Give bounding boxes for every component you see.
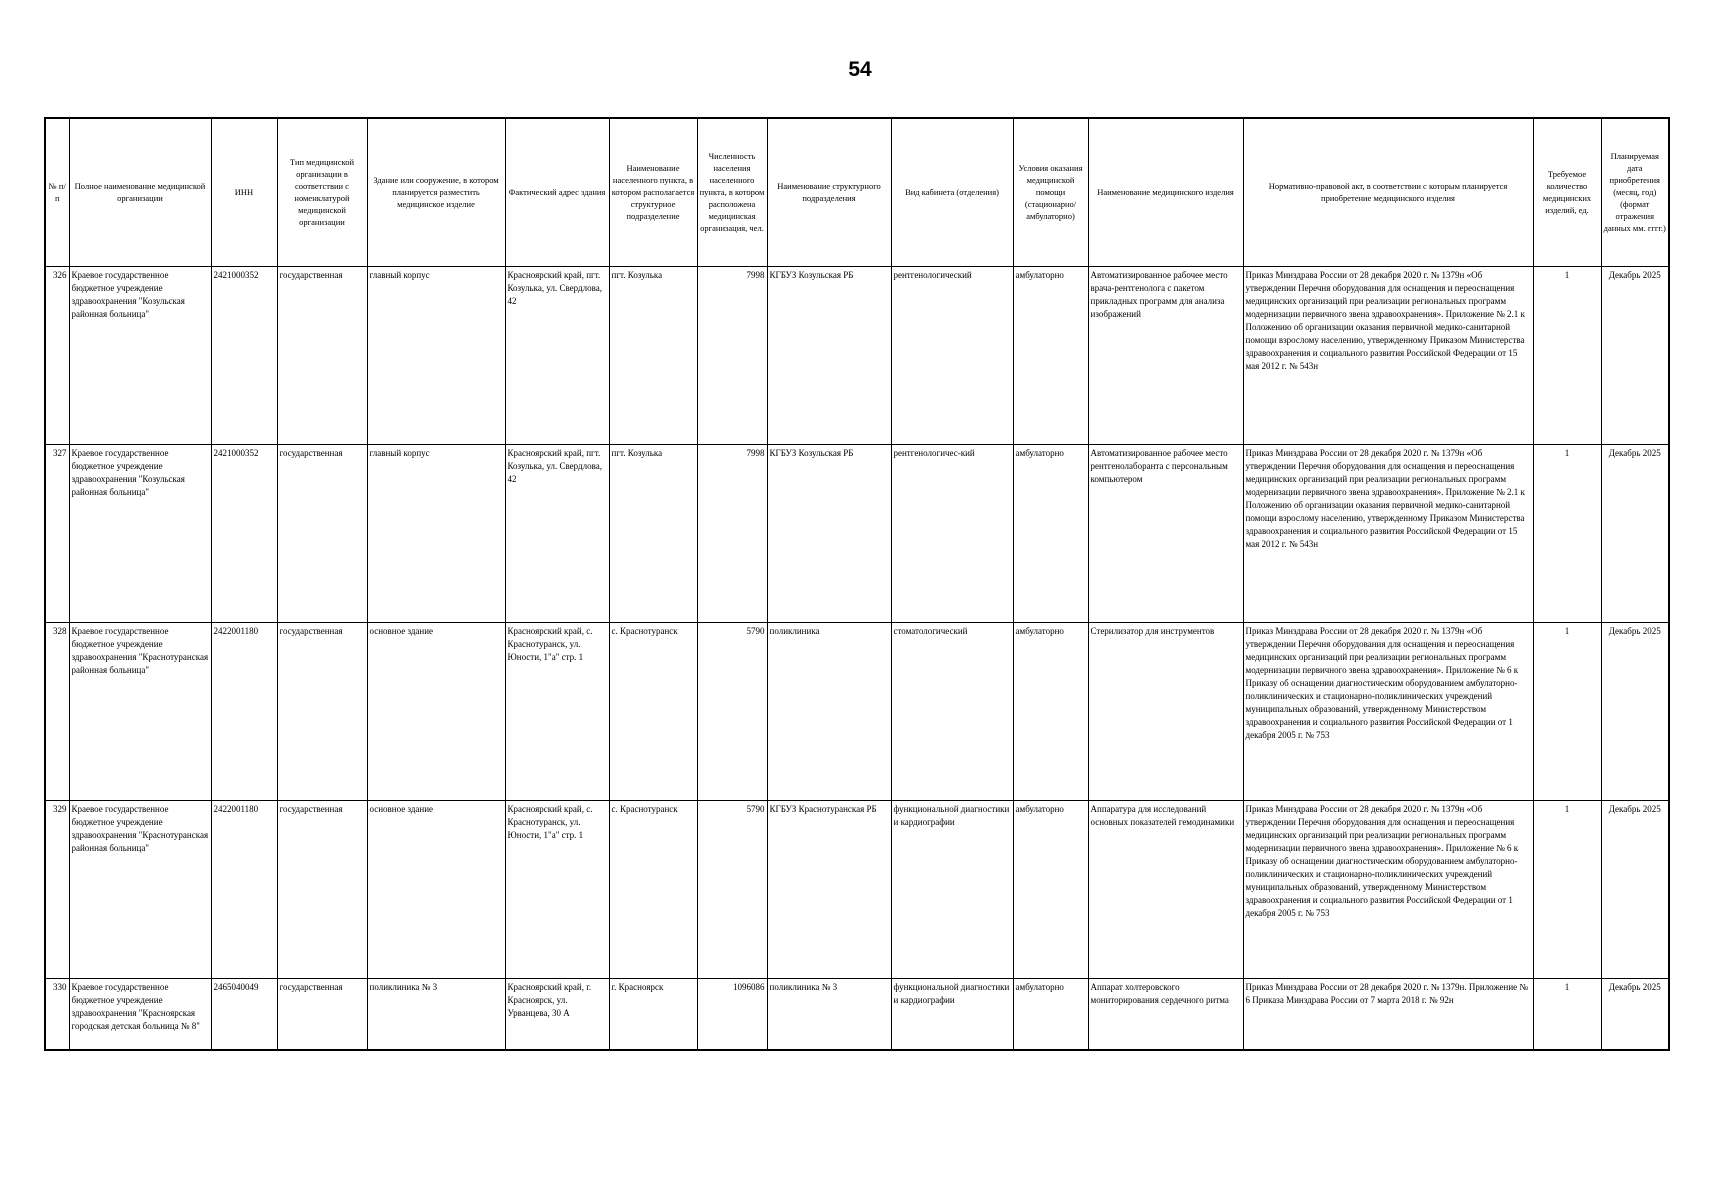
header-cell: Нормативно-правовой акт, в соответствии с которым планируется приобретение медицинского изделия: [1243, 118, 1533, 266]
row-number: 329: [45, 800, 69, 978]
org-name: Краевое государственное бюджетное учреждение здравоохранения "Краснотуранская районная больница": [69, 800, 211, 978]
page-number: 54: [848, 58, 872, 81]
device-name: Автоматизированное рабочее место рентгенолаборанта с персональным компьютером: [1088, 444, 1243, 622]
header-cell: Планируемая дата приобретения (месяц, год) (формат отражения данных мм. гггг.): [1601, 118, 1669, 266]
table-row: [45, 800, 1669, 978]
population: 1096086: [697, 978, 767, 1050]
cabinet: рентгенологический: [891, 266, 1013, 444]
building: поликлиника № 3: [367, 978, 505, 1050]
quantity: 1: [1533, 266, 1601, 444]
header-cell: Наименование населенного пункта, в котором располагается структурное подразделение: [609, 118, 697, 266]
org-name: Краевое государственное бюджетное учреждение здравоохранения "Краснотуранская районная больница": [69, 622, 211, 800]
quantity: 1: [1533, 978, 1601, 1050]
table-row: [45, 978, 1669, 1050]
org-type: государственная: [277, 800, 367, 978]
row-number: 327: [45, 444, 69, 622]
org-type: государственная: [277, 444, 367, 622]
division: поликлиника: [767, 622, 891, 800]
building: основное здание: [367, 800, 505, 978]
header-cell: Численность населения населенного пункта, в котором расположена медицинская организация, чел.: [697, 118, 767, 266]
care-conditions: амбулаторно: [1013, 800, 1088, 978]
purchase-date: Декабрь 2025: [1601, 800, 1669, 978]
division: КГБУЗ Козульская РБ: [767, 444, 891, 622]
row-number: 328: [45, 622, 69, 800]
header-cell: Фактический адрес здания: [505, 118, 609, 266]
header-cell: Требуемое количество медицинских изделий, ед.: [1533, 118, 1601, 266]
header-cell: Наименование медицинского изделия: [1088, 118, 1243, 266]
header-cell: Здание или сооружение, в котором планируется разместить медицинское изделие: [367, 118, 505, 266]
population: 7998: [697, 444, 767, 622]
device-name: Стерилизатор для инструментов: [1088, 622, 1243, 800]
legal-act: Приказ Минздрава России от 28 декабря 2020 г. № 1379н «Об утверждении Перечня оборудования для оснащения и переоснащения медицинских организаций при реализации региональных программ модернизации первичного звена здравоохранения». Приложение № 2.1 к Положению об организации оказания первичной медико-санитарной помощи взрослому населению, утвержденному Приказом Министерства здравоохранения и социального развития Российской Федерации от 15 мая 2012 г. № 543н: [1243, 266, 1533, 444]
org-name: Краевое государственное бюджетное учреждение здравоохранения "Красноярская городская детская больница № 8": [69, 978, 211, 1050]
legal-act: Приказ Минздрава России от 28 декабря 2020 г. № 1379н «Об утверждении Перечня оборудования для оснащения и переоснащения медицинских организаций при реализации региональных программ модернизации первичного звена здравоохранения». Приложение № 6 к Приказу об оснащении диагностическим оборудованием амбулаторно-поликлинических и стационарно-поликлинических учреждений муниципальных образований, утвержденному Министерством здравоохранения и социального развития Российской Федерации от 1 декабря 2005 г. № 753: [1243, 622, 1533, 800]
cabinet: стоматологический: [891, 622, 1013, 800]
inn: 2465040049: [211, 978, 277, 1050]
building: главный корпус: [367, 444, 505, 622]
legal-act: Приказ Минздрава России от 28 декабря 2020 г. № 1379н «Об утверждении Перечня оборудования для оснащения и переоснащения медицинских организаций при реализации региональных программ модернизации первичного звена здравоохранения». Приложение № 6 к Приказу об оснащении диагностическим оборудованием амбулаторно-поликлинических и стационарно-поликлинических учреждений муниципальных образований, утвержденному Министерством здравоохранения и социального развития Российской Федерации от 1 декабря 2005 г. № 753: [1243, 800, 1533, 978]
population: 7998: [697, 266, 767, 444]
inn: 2421000352: [211, 444, 277, 622]
table-row: [45, 266, 1669, 444]
equipment-table: [44, 117, 1670, 1051]
device-name: Аппаратура для исследований основных показателей гемодинамики: [1088, 800, 1243, 978]
inn: 2422001180: [211, 800, 277, 978]
locality: с. Краснотуранск: [609, 800, 697, 978]
header-cell: Наименование структурного подразделения: [767, 118, 891, 266]
device-name: Автоматизированное рабочее место врача-рентгенолога с пакетом прикладных программ для анализа изображений: [1088, 266, 1243, 444]
building: главный корпус: [367, 266, 505, 444]
quantity: 1: [1533, 800, 1601, 978]
population: 5790: [697, 622, 767, 800]
building: основное здание: [367, 622, 505, 800]
purchase-date: Декабрь 2025: [1601, 978, 1669, 1050]
org-type: государственная: [277, 978, 367, 1050]
inn: 2422001180: [211, 622, 277, 800]
cabinet: рентгенологичес-кий: [891, 444, 1013, 622]
device-name: Аппарат холтеровского мониторирования сердечного ритма: [1088, 978, 1243, 1050]
division: КГБУЗ Козульская РБ: [767, 266, 891, 444]
locality: пгт. Козулька: [609, 444, 697, 622]
cabinet: функциональной диагностики и кардиографии: [891, 978, 1013, 1050]
address: Красноярский край, с. Краснотуранск, ул. Юности, 1"а" стр. 1: [505, 622, 609, 800]
population: 5790: [697, 800, 767, 978]
purchase-date: Декабрь 2025: [1601, 622, 1669, 800]
address: Красноярский край, пгт. Козулька, ул. Свердлова, 42: [505, 266, 609, 444]
header-cell: Условия оказания медицинской помощи (стационарно/ амбулаторно): [1013, 118, 1088, 266]
purchase-date: Декабрь 2025: [1601, 266, 1669, 444]
header-cell: № п/п: [45, 118, 69, 266]
division: КГБУЗ Краснотуранская РБ: [767, 800, 891, 978]
legal-act: Приказ Минздрава России от 28 декабря 2020 г. № 1379н «Об утверждении Перечня оборудования для оснащения и переоснащения медицинских организаций при реализации региональных программ модернизации первичного звена здравоохранения». Приложение № 2.1 к Положению об организации оказания первичной медико-санитарной помощи взрослому населению, утвержденному Приказом Министерства здравоохранения и социального развития Российской Федерации от 15 мая 2012 г. № 543н: [1243, 444, 1533, 622]
address: Красноярский край, пгт. Козулька, ул. Свердлова, 42: [505, 444, 609, 622]
division: поликлиника № 3: [767, 978, 891, 1050]
header-cell: Вид кабинета (отделения): [891, 118, 1013, 266]
inn: 2421000352: [211, 266, 277, 444]
org-name: Краевое государственное бюджетное учреждение здравоохранения "Козульская районная больница": [69, 444, 211, 622]
header-cell: Полное наименование медицинской организации: [69, 118, 211, 266]
purchase-date: Декабрь 2025: [1601, 444, 1669, 622]
care-conditions: амбулаторно: [1013, 266, 1088, 444]
table-row: [45, 444, 1669, 622]
table-row: [45, 622, 1669, 800]
cabinet: функциональной диагностики и кардиографии: [891, 800, 1013, 978]
address: Красноярский край, г. Красноярск, ул. Урванцева, 30 А: [505, 978, 609, 1050]
locality: г. Красноярск: [609, 978, 697, 1050]
care-conditions: амбулаторно: [1013, 622, 1088, 800]
quantity: 1: [1533, 444, 1601, 622]
table-header-row: [45, 118, 1669, 266]
locality: с. Краснотуранск: [609, 622, 697, 800]
row-number: 326: [45, 266, 69, 444]
org-type: государственная: [277, 622, 367, 800]
row-number: 330: [45, 978, 69, 1050]
header-cell: Тип медицинской организации в соответствии с номенклатурой медицинской организации: [277, 118, 367, 266]
locality: пгт. Козулька: [609, 266, 697, 444]
care-conditions: амбулаторно: [1013, 978, 1088, 1050]
address: Красноярский край, с. Краснотуранск, ул. Юности, 1"а" стр. 1: [505, 800, 609, 978]
quantity: 1: [1533, 622, 1601, 800]
header-cell: ИНН: [211, 118, 277, 266]
legal-act: Приказ Минздрава России от 28 декабря 2020 г. № 1379н. Приложение № 6 Приказа Минздрава России от 7 марта 2018 г. № 92н: [1243, 978, 1533, 1050]
org-name: Краевое государственное бюджетное учреждение здравоохранения "Козульская районная больница": [69, 266, 211, 444]
org-type: государственная: [277, 266, 367, 444]
care-conditions: амбулаторно: [1013, 444, 1088, 622]
